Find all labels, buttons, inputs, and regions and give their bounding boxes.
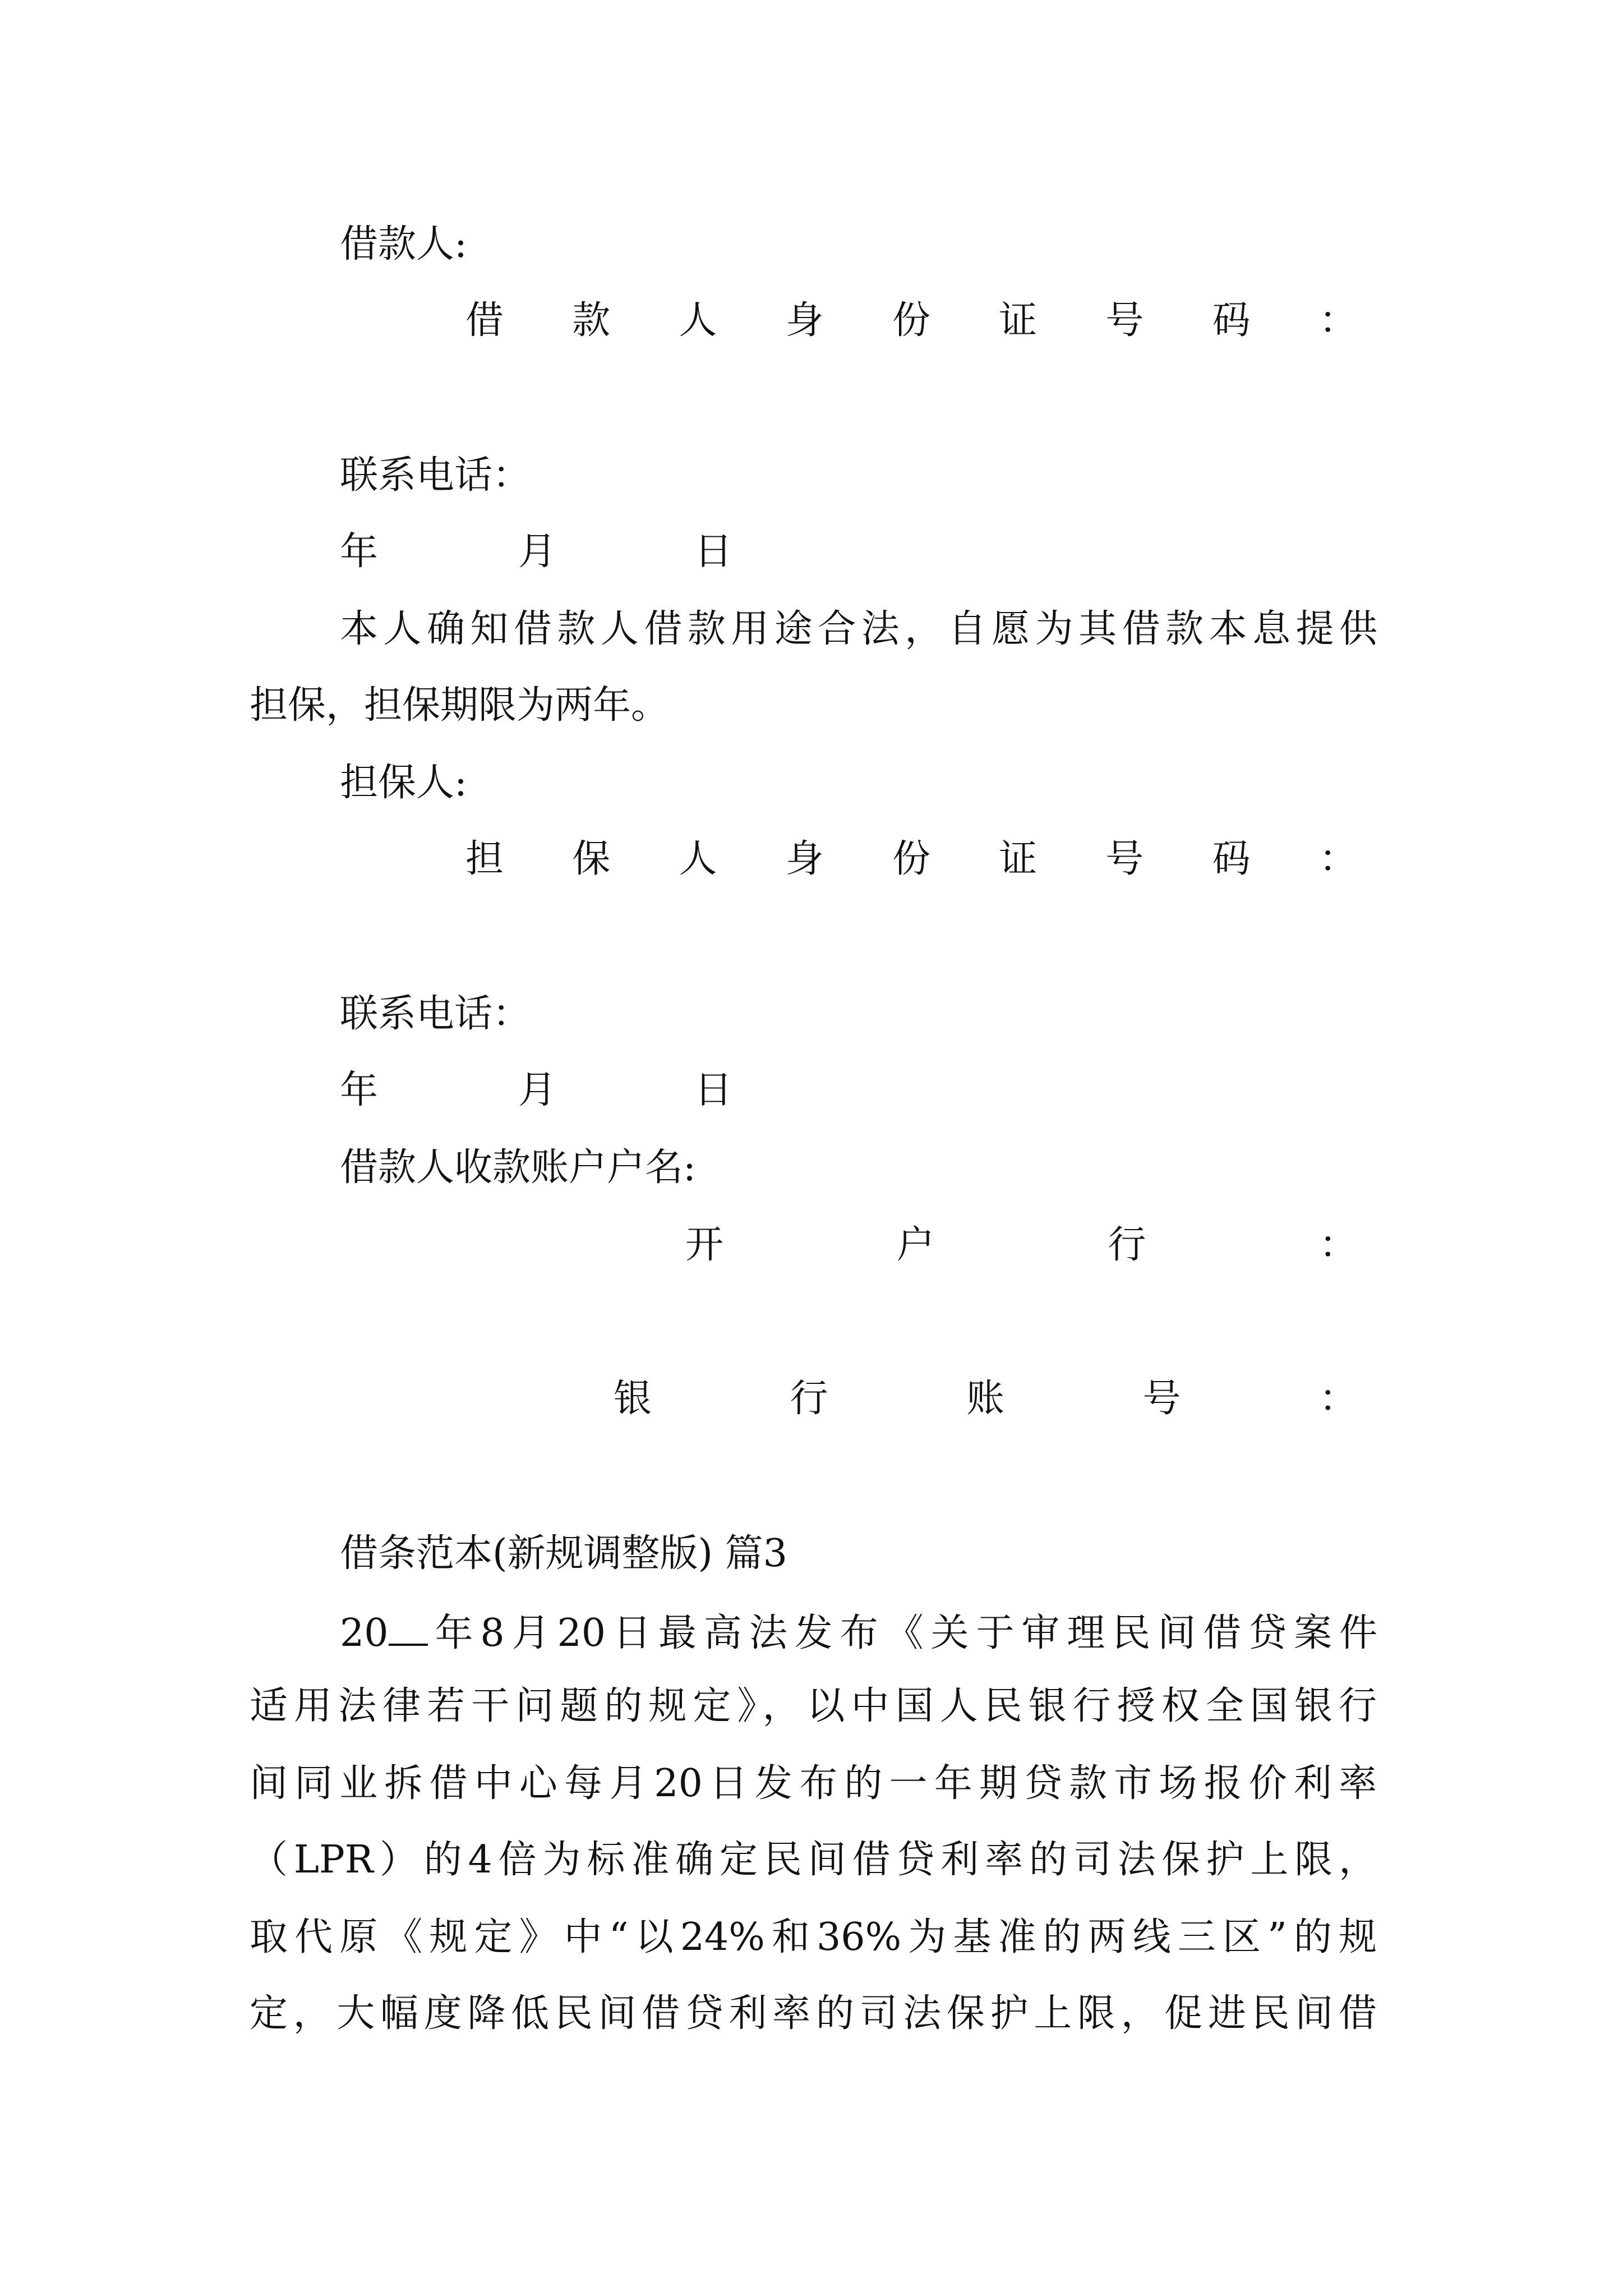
paragraph-text: 年8月20日最高法发布《关于审理民间借贷案件 [427, 1611, 1377, 1655]
year-blank [389, 1611, 428, 1646]
borrower-label: 借款人: [340, 222, 467, 266]
date-day: 日 [694, 1068, 733, 1112]
guarantor-id-char: 担 [465, 837, 504, 881]
date-month: 月 [518, 530, 557, 574]
borrower-id-char: 份 [892, 298, 930, 343]
guarantor-id-char: 人 [679, 837, 717, 881]
date-month: 月 [518, 1068, 557, 1112]
date-day: 日 [694, 530, 733, 574]
guarantor-id-label [465, 837, 1357, 881]
article-paragraph-line: 定，大幅度降低民间借贷利率的司法保护上限，促进民间借 [250, 1991, 1377, 2036]
article-paragraph-line: （LPR）的4倍为标准确定民间借贷利率的司法保护上限， [250, 1838, 1377, 1882]
bank-label [685, 1223, 1357, 1267]
guarantor-id-char: 份 [892, 837, 930, 881]
guarantor-id-char: 码 [1212, 837, 1251, 881]
borrower-id-char: 码 [1212, 298, 1251, 343]
account-label-char: 银 [614, 1377, 652, 1421]
bank-label-char: ： [1318, 1223, 1357, 1267]
article-paragraph-line [340, 1611, 1377, 1653]
date-year: 年 [340, 1068, 379, 1112]
borrower-id-char: 款 [572, 298, 611, 343]
borrower-id-label [465, 298, 1357, 343]
article-paragraph-line: 间同业拆借中心每月20日发布的一年期贷款市场报价利率 [250, 1761, 1377, 1806]
borrower-id-char: 人 [679, 298, 717, 343]
guarantor-id-char: 号 [1105, 837, 1144, 881]
article-heading: 借条范本(新规调整版) 篇3 [340, 1531, 787, 1576]
account-label-char: 账 [966, 1377, 1004, 1421]
guarantor-id-char: ： [1318, 837, 1357, 881]
bank-label-char: 行 [1108, 1223, 1146, 1267]
guarantor-id-char: 身 [785, 837, 824, 881]
guarantor-id-char: 证 [999, 837, 1038, 881]
account-name-label: 借款人收款账户户名: [340, 1145, 696, 1190]
account-number-label [614, 1377, 1357, 1421]
bank-label-char: 开 [685, 1223, 724, 1267]
guarantee-statement-line1: 本人确知借款人借款用途合法，自愿为其借款本息提供 [340, 607, 1377, 651]
account-label-char: 行 [790, 1377, 828, 1421]
bank-label-char: 户 [896, 1223, 935, 1267]
account-label-char: ： [1318, 1377, 1357, 1421]
guarantor-label: 担保人: [340, 761, 467, 805]
borrower-phone-label: 联系电话： [340, 453, 531, 498]
borrower-id-char: 证 [999, 298, 1038, 343]
borrower-id-char: 借 [465, 298, 504, 343]
borrower-id-char: ： [1318, 298, 1357, 343]
article-paragraph-line: 取代原《规定》中“以24%和36%为基准的两线三区”的规 [250, 1915, 1377, 1959]
year-prefix: 20 [340, 1611, 389, 1655]
borrower-id-char: 身 [785, 298, 824, 343]
guarantor-id-char: 保 [572, 837, 611, 881]
guarantee-statement-line2: 担保，担保期限为两年。 [250, 683, 670, 728]
account-label-char: 号 [1142, 1377, 1181, 1421]
article-paragraph-line: 适用法律若干问题的规定》，以中国人民银行授权全国银行 [250, 1684, 1377, 1728]
borrower-id-char: 号 [1105, 298, 1144, 343]
guarantor-phone-label: 联系电话： [340, 992, 531, 1036]
date-year: 年 [340, 530, 379, 574]
